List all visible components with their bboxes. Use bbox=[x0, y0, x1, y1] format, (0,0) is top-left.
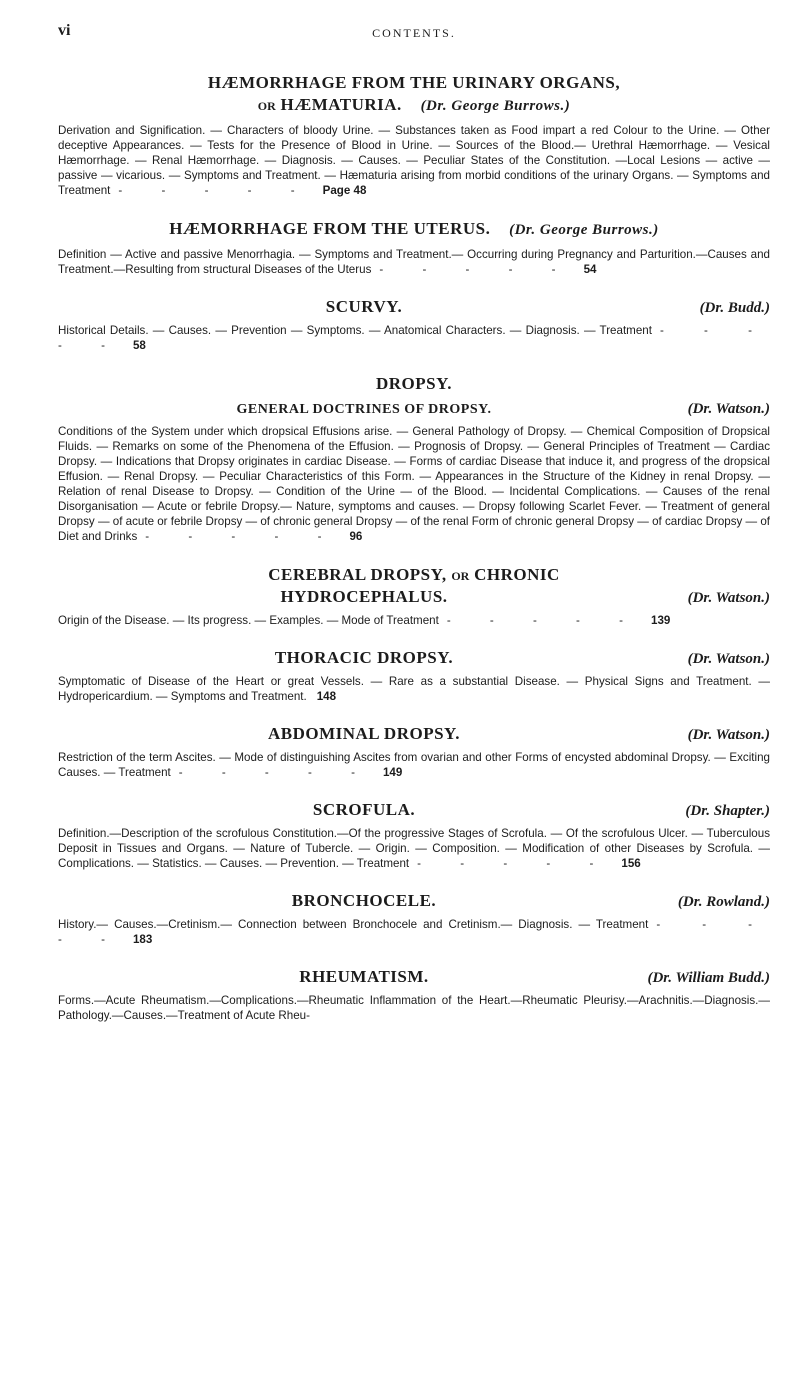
section-heading bbox=[58, 724, 770, 744]
section-author: (Dr. George Burrows.) bbox=[420, 98, 571, 114]
summary-text: Forms.—Acute Rheumatism.—Complications.—Rheumatic Inflammation of the Heart.—Rheumatic Pleurisy.—Arachnitis.—Diagnosis.—Pathology.—Causes.—Treatment of Acute Rheu- bbox=[58, 994, 770, 1022]
section-author: (Dr. Watson.) bbox=[687, 727, 770, 743]
section-heading bbox=[58, 218, 770, 241]
section-thoracic-dropsy bbox=[58, 648, 770, 704]
section-title: HÆMORRHAGE FROM THE UTERUS. bbox=[169, 219, 491, 238]
section-summary bbox=[58, 123, 770, 198]
section-title-alt: HYDROCEPHALUS. bbox=[280, 587, 448, 606]
page-reference[interactable]: 58 bbox=[132, 339, 146, 352]
section-title: BRONCHOCELE. bbox=[291, 891, 437, 910]
leader-dots: - - - - - bbox=[58, 918, 770, 946]
running-title: CONTENTS. bbox=[372, 26, 456, 40]
section-title: CEREBRAL DROPSY, bbox=[268, 565, 447, 584]
section-heading bbox=[58, 967, 770, 987]
section-summary bbox=[58, 917, 770, 947]
section-author: (Dr. Watson.) bbox=[687, 401, 770, 417]
leader-dots: - - - - - bbox=[118, 184, 313, 197]
section-author: (Dr. Watson.) bbox=[687, 590, 770, 606]
section-title: HÆMORRHAGE FROM THE URINARY ORGANS, bbox=[207, 73, 621, 92]
section-title-line1 bbox=[58, 564, 770, 587]
section-heading bbox=[58, 800, 770, 820]
leader-dots: - - - - - bbox=[178, 766, 373, 779]
section-bronchocele bbox=[58, 891, 770, 947]
section-title: ABDOMINAL DROPSY. bbox=[267, 724, 461, 743]
summary-text: Symptomatic of Disease of the Heart or great Vessels. — Rare as a substantial Disease. — Physical Signs and Treatment. — Hydropericardium. — Symptoms and Treatment. bbox=[58, 675, 770, 703]
section-heading bbox=[58, 891, 770, 911]
section-subheading bbox=[58, 401, 770, 418]
leader-dots: - - - - - bbox=[446, 614, 642, 627]
section-subtitle: GENERAL DOCTRINES OF DROPSY. bbox=[236, 402, 492, 417]
page-folio: vi bbox=[58, 22, 71, 39]
section-author: (Dr. George Burrows.) bbox=[509, 222, 659, 238]
section-uterus bbox=[58, 218, 770, 277]
or-word: OR bbox=[257, 99, 276, 113]
section-summary bbox=[58, 826, 770, 871]
section-author: (Dr. Rowland.) bbox=[677, 894, 770, 910]
page-reference[interactable]: 96 bbox=[349, 530, 363, 543]
section-title-cont: CHRONIC bbox=[474, 565, 560, 584]
section-cerebral-dropsy bbox=[58, 564, 770, 628]
summary-text: Origin of the Disease. — Its progress. — Examples. — Mode of Treatment bbox=[58, 614, 439, 627]
section-summary bbox=[58, 613, 770, 628]
section-summary bbox=[58, 750, 770, 780]
summary-text: History.— Causes.—Cretinism.— Connection between Bronchocele and Cretinism.— Diagnosis. — Treatment bbox=[58, 918, 649, 931]
section-title-line2 bbox=[58, 94, 770, 117]
leader-dots: - - - - - bbox=[58, 324, 771, 352]
summary-text: Restriction of the term Ascites. — Mode of distinguishing Ascites from ovarian and other Forms of encysted abdominal Dropsy. — Exciting Causes. — Treatment bbox=[58, 751, 770, 779]
leader-dots: - - - - - bbox=[145, 530, 340, 543]
page-reference[interactable]: Page 48 bbox=[322, 184, 367, 197]
section-author: (Dr. William Budd.) bbox=[647, 970, 770, 986]
section-summary bbox=[58, 247, 770, 277]
section-title-alt: HÆMATURIA. bbox=[280, 95, 402, 114]
page-reference[interactable]: 148 bbox=[316, 690, 337, 703]
section-dropsy bbox=[58, 373, 770, 544]
summary-text: Historical Details. — Causes. — Prevention — Symptoms. — Anatomical Characters. — Diagnosis. — Treatment bbox=[58, 324, 652, 337]
section-title: DROPSY. bbox=[375, 374, 453, 393]
leader-dots: - - - - - bbox=[379, 263, 574, 276]
section-author: (Dr. Watson.) bbox=[687, 651, 770, 667]
section-title: SCROFULA. bbox=[312, 800, 416, 819]
or-word: OR bbox=[451, 569, 470, 583]
section-summary bbox=[58, 674, 770, 704]
section-title: RHEUMATISM. bbox=[299, 967, 429, 986]
summary-text: Definition — Active and passive Menorrhagia. — Symptoms and Treatment.— Occurring during Pregnancy and Parturition.—Causes and Treatment.—Resulting from structural Diseases of the Uterus bbox=[58, 248, 770, 276]
section-summary bbox=[58, 993, 770, 1023]
page-reference[interactable]: 149 bbox=[382, 766, 403, 779]
summary-text: Conditions of the System under which dropsical Effusions arise. — General Pathology of Dropsy. — Chemical Composition of Dropsical Fluids. — Remarks on some of the Phenomena of the Effusion. — Prognosis of Dropsy. — General Principles of Treatment — Cardiac Dropsy. — Indications that Dropsy originates in cardiac Disease. — Forms of cardiac Disease that induce it, and progress of the dropsical Effusion. — Renal Dropsy. — Peculiar Characteristics of this Form. — Appearances in the Structure of the Kidney in renal Dropsy. — Relation of renal Disease to Dropsy. — Condition of the Urine — of the Blood. — Incidental Complications. — Causes of the renal Disorganisation — Acute or febrile Dropsy.— Nature, symptoms and causes. — Dropsy following Scarlet Fever. — Treatment of general Dropsy — of acute or febrile Dropsy — of chronic general Dropsy — of the renal Form of chronic general Dropsy — of cardiac Dropsy — of Diet and Drinks bbox=[58, 425, 771, 543]
section-heading bbox=[58, 648, 770, 668]
summary-text: Definition.—Description of the scrofulous Constitution.—Of the progressive Stages of Scrofula. — Of the scrofulous Ulcer. — Tuberculous Deposit in Tissues and Organs. — Nature of Tubercle. — Origin. — Composition. — Modification of other Diseases by Scrofula. — Complications. — Statistics. — Causes. — Prevention. — Treatment bbox=[58, 827, 770, 870]
section-scurvy bbox=[58, 297, 770, 353]
section-title: THORACIC DROPSY. bbox=[274, 648, 454, 667]
section-scrofula bbox=[58, 800, 770, 871]
contents-page bbox=[58, 22, 770, 1023]
section-author: (Dr. Shapter.) bbox=[685, 803, 770, 819]
section-rheumatism bbox=[58, 967, 770, 1023]
section-title: SCURVY. bbox=[325, 297, 403, 316]
section-abdominal-dropsy bbox=[58, 724, 770, 780]
section-summary bbox=[58, 323, 770, 353]
page-reference[interactable]: 183 bbox=[132, 933, 153, 946]
section-title-line2 bbox=[58, 587, 770, 607]
page-reference[interactable]: 139 bbox=[651, 614, 671, 627]
page-reference[interactable]: 156 bbox=[621, 857, 641, 870]
summary-text: Derivation and Signification. — Characters of bloody Urine. — Substances taken as Food impart a red Colour to the Urine. — Other deceptive Appearances. — Tests for the Presence of Blood in Urine. — Sources of the Blood.— Urethral Hæmorrhage. — Vesical Hæmorrhage. — Renal Hæmorrhage. — Diagnosis. — Causes. — Peculiar States of the Constitution. —Local Lesions — active — passive — vicarious. — Symptoms and Treatment. — Hæmaturia arising from morbid conditions of the urinary Organs. — Symptoms and Treatment bbox=[58, 124, 770, 197]
section-author: (Dr. Budd.) bbox=[699, 300, 770, 316]
section-heading bbox=[58, 297, 770, 317]
page-reference[interactable]: 54 bbox=[583, 263, 597, 276]
section-summary bbox=[58, 424, 770, 544]
section-haematuria bbox=[58, 72, 770, 198]
running-head bbox=[58, 22, 770, 52]
leader-dots: - - - - - bbox=[417, 857, 612, 870]
